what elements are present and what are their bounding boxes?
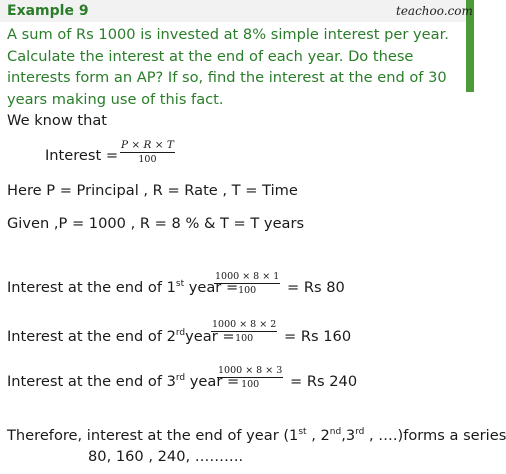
year-2-numerator: 1000 × 8 × 2 bbox=[212, 319, 277, 330]
brand-logo: teachoo.com bbox=[396, 4, 473, 18]
conclusion-part-3: ,3 bbox=[341, 427, 356, 444]
question-text: A sum of Rs 1000 is invested at 8% simple interest per year. Calculate the interest at the end of each year. Do these interests form an AP? If so, find the interest at the end of 30 years making use of this fact. bbox=[7, 26, 449, 108]
year-2-suffix: year = bbox=[185, 328, 235, 345]
year-2-prefix: Interest at the end of 2 bbox=[7, 328, 176, 345]
interest-label: Interest = bbox=[45, 147, 119, 164]
definitions-line: Here P = Principal , R = Rate , T = Time bbox=[7, 182, 298, 199]
conclusion-line bbox=[7, 427, 506, 444]
year-2-result: = Rs 160 bbox=[284, 328, 352, 345]
year-1-result: = Rs 80 bbox=[287, 279, 345, 296]
year-3-denominator: 100 bbox=[241, 379, 260, 390]
conclusion-ordinal-3: rd bbox=[355, 427, 365, 437]
year-1-fraction bbox=[214, 271, 280, 296]
year-3-ordinal: rd bbox=[175, 373, 186, 383]
formula-numerator: P × R × T bbox=[121, 139, 174, 151]
year-2-fraction bbox=[211, 319, 277, 344]
conclusion-part-2: , 2 bbox=[306, 427, 330, 444]
year-2-ordinal: rd bbox=[175, 328, 186, 338]
year-1-denominator: 100 bbox=[238, 285, 257, 296]
conclusion-ordinal-1: st bbox=[298, 427, 307, 437]
year-3-prefix: Interest at the end of 3 bbox=[7, 373, 176, 390]
year-1-numerator: 1000 × 8 × 1 bbox=[215, 271, 280, 282]
series-line: 80, 160 , 240, ………. bbox=[88, 448, 244, 465]
year-2-label bbox=[7, 328, 235, 345]
given-line: Given ,P = 1000 , R = 8 % & T = T years bbox=[7, 215, 305, 232]
year-1-suffix: year = bbox=[184, 279, 239, 296]
year-3-suffix: year = bbox=[185, 373, 240, 390]
conclusion-part-4: , ….)forms a series bbox=[364, 427, 506, 444]
year-1-ordinal: st bbox=[175, 279, 185, 289]
year-3-fraction bbox=[217, 365, 283, 390]
conclusion-ordinal-2: nd bbox=[329, 427, 342, 437]
year-2-denominator: 100 bbox=[235, 333, 254, 344]
year-1-prefix: Interest at the end of 1 bbox=[7, 279, 176, 296]
conclusion-part-1: Therefore, interest at the end of year (1 bbox=[7, 427, 299, 444]
year-3-numerator: 1000 × 8 × 3 bbox=[218, 365, 283, 376]
formula-denominator: 100 bbox=[138, 154, 157, 165]
interest-formula-fraction bbox=[120, 139, 175, 165]
year-3-result: = Rs 240 bbox=[290, 373, 358, 390]
year-3-label bbox=[7, 373, 239, 390]
year-1-label bbox=[7, 279, 238, 296]
we-know-that: We know that bbox=[7, 112, 108, 129]
example-title: Example 9 bbox=[7, 3, 89, 19]
